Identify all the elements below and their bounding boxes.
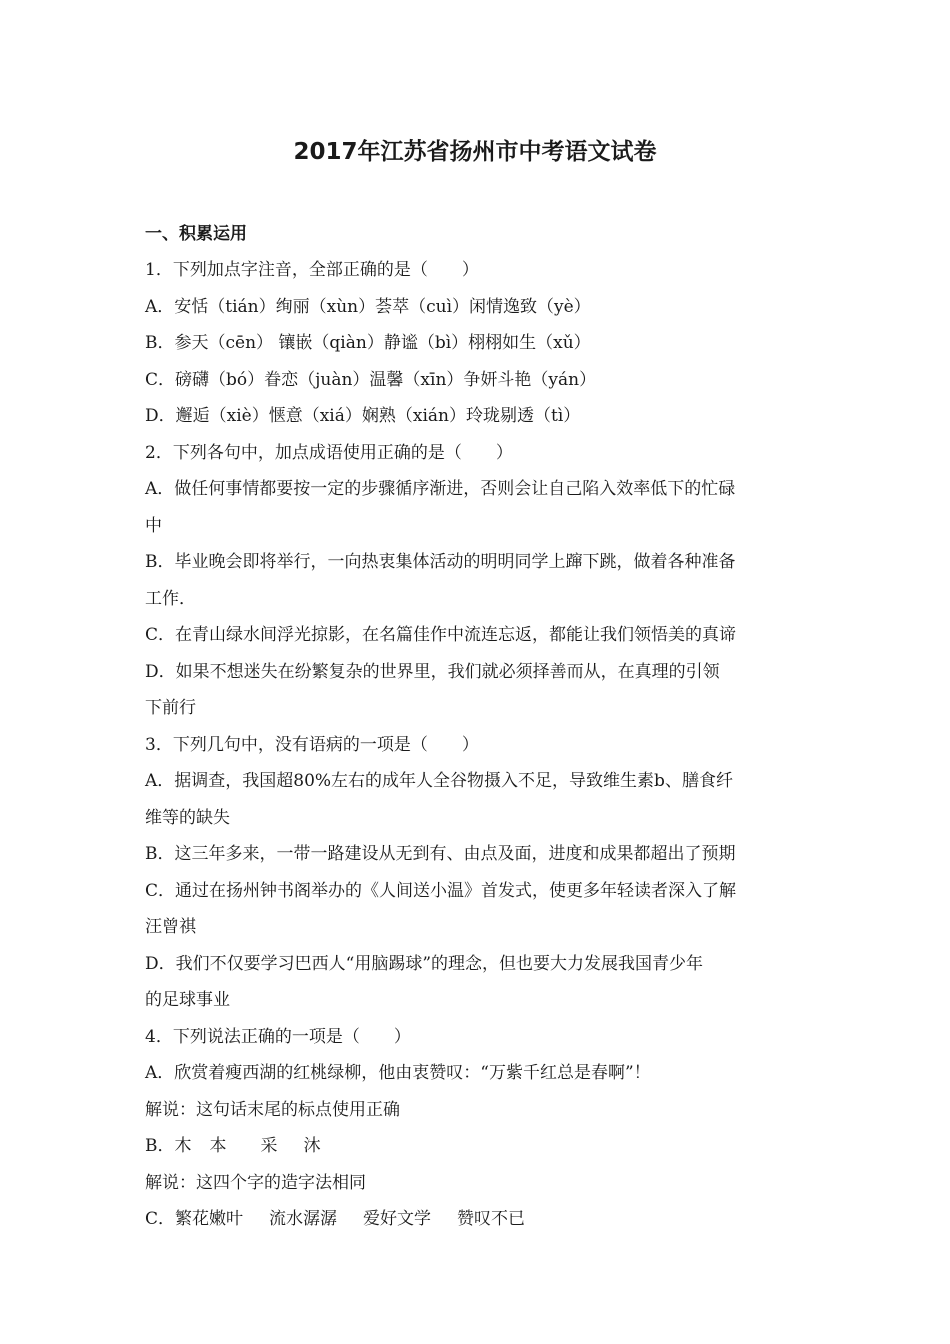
phrase-item: 爱好文学 [363, 1209, 432, 1229]
question-1-option-a: A．安恬（tián）绚丽（xùn）荟萃（cuì）闲情逸致（yè） [145, 296, 591, 317]
question-3-option-b: B．这三年多来，一带一路建设从无到有、由点及面，进度和成果都超出了预期 [145, 844, 736, 864]
question-2-option-b-cont: 工作． [145, 588, 196, 609]
question-2-stem: 2．下列各句中，加点成语使用正确的是（ ） [145, 442, 513, 463]
char-item: 木 [174, 1136, 192, 1156]
exam-content [145, 216, 815, 1238]
question-1-option-b: B．参天（cēn） 镶嵌（qiàn）静谧（bì）栩栩如生（xǔ） [145, 333, 591, 353]
question-1-stem: 1．下列加点字注音，全部正确的是（ ） [145, 260, 479, 280]
question-2-option-a-cont: 中 [145, 515, 162, 536]
question-3-option-a-cont: 维等的缺失 [145, 807, 230, 828]
section-heading: 一、积累运用 [145, 224, 247, 244]
phrase-item: 流水潺潺 [269, 1209, 338, 1229]
question-2-option-d: D．如果不想迷失在纷繁复杂的世界里，我们就必须择善而从，在真理的引领 [145, 661, 720, 682]
question-4-option-a-note: 解说：这句话末尾的标点使用正确 [145, 1099, 400, 1120]
question-4-option-a: A．欣赏着瘦西湖的红桃绿柳，他由衷赞叹：“万紫千红总是春啊”！ [145, 1063, 651, 1083]
question-3-option-a: A．据调查，我国超80%左右的成年人全谷物摄入不足，导致维生素b、膳食纤 [145, 771, 733, 791]
question-4-option-b [145, 1128, 815, 1165]
option-c-label: C． [145, 1209, 176, 1229]
question-4-option-b-note: 解说：这四个字的造字法相同 [145, 1172, 366, 1193]
option-b-label: B． [145, 1136, 175, 1156]
char-item: 采 [260, 1136, 278, 1156]
question-3-option-d: D．我们不仅要学习巴西人“用脑踢球”的理念，但也要大力发展我国青少年 [145, 953, 704, 974]
question-3-option-d-cont: 的足球事业 [145, 990, 230, 1010]
question-4-stem: 4．下列说法正确的一项是（ ） [145, 1026, 411, 1047]
question-2-option-d-cont: 下前行 [145, 698, 196, 718]
question-3-option-c: C．通过在扬州钟书阁举办的《人间送小温》首发式，使更多年轻读者深入了解 [145, 880, 737, 901]
question-2-option-c: C．在青山绿水间浮光掠影，在名篇佳作中流连忘返，都能让我们领悟美的真谛 [145, 625, 737, 645]
phrase-item: 繁花嫩叶 [175, 1209, 244, 1229]
phrase-item: 赞叹不已 [457, 1209, 526, 1229]
question-1-option-c: C．磅礴（bó）眷恋（juàn）温馨（xīn）争妍斗艳（yán） [145, 369, 597, 390]
page-title: 2017年江苏省扬州市中考语文试卷 [293, 139, 657, 165]
question-2-option-a: A．做任何事情都要按一定的步骤循序渐进，否则会让自己陷入效率低下的忙碌 [145, 479, 736, 499]
question-1-option-d: D．邂逅（xiè）惬意（xiá）娴熟（xián）玲珑剔透（tì） [145, 406, 581, 426]
question-4-option-c [145, 1201, 815, 1238]
question-2-option-b: B．毕业晚会即将举行，一向热衷集体活动的明明同学上蹿下跳，做着各种准备 [145, 552, 736, 572]
question-3-option-c-cont: 汪曾祺 [145, 917, 196, 937]
char-item: 本 [209, 1136, 227, 1156]
char-item: 沐 [303, 1136, 321, 1156]
question-3-stem: 3．下列几句中，没有语病的一项是（ ） [145, 734, 479, 755]
